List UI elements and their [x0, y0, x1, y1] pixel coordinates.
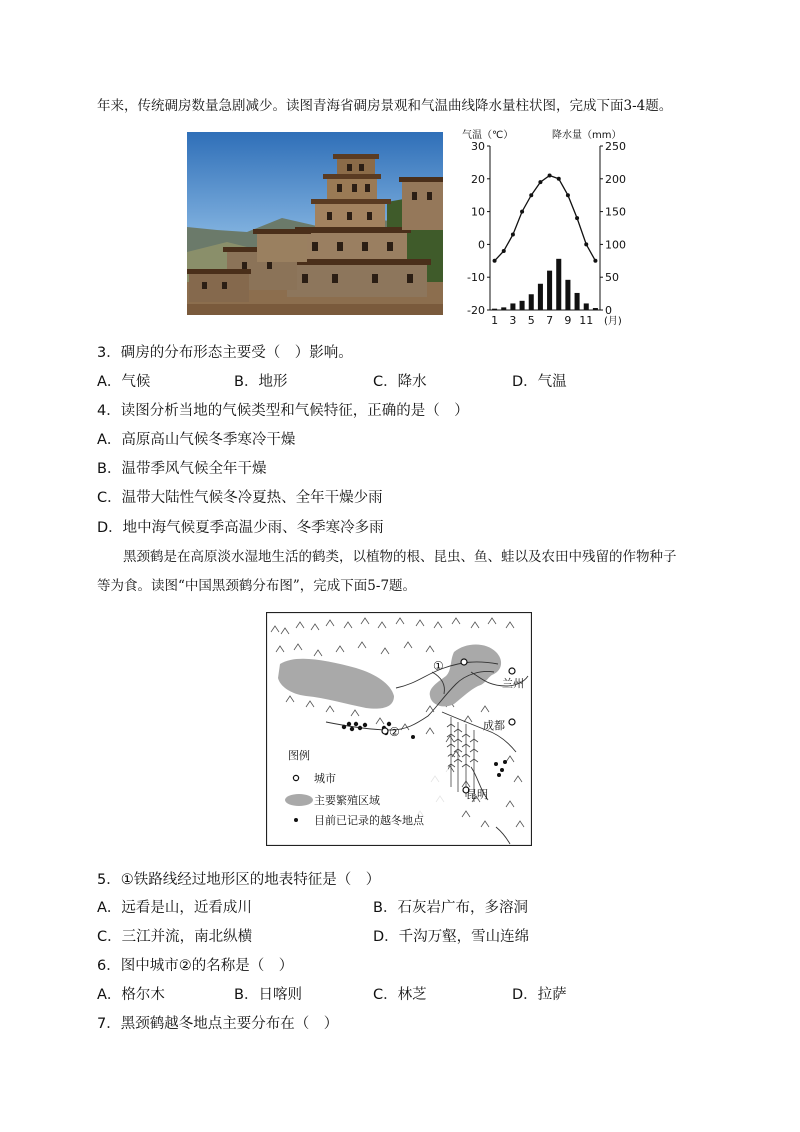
q6-option-b[interactable]: B．日喀则 — [234, 987, 302, 1003]
label-lanzhou: 兰州 — [502, 677, 524, 690]
q6-option-d[interactable]: D．拉萨 — [512, 987, 567, 1003]
q6-stem: 6．图中城市②的名称是（ ） — [97, 958, 294, 974]
label-city-2: ② — [389, 725, 400, 739]
precip-bar — [510, 303, 515, 310]
precip-bar — [501, 307, 506, 310]
x-tick-label: 9 — [564, 314, 572, 327]
legend-city-icon — [293, 775, 298, 780]
intro-text-2a: 黑颈鹤是在高原淡水湿地生活的鹤类，以植物的根、昆虫、鱼、蛙以及农田中残留的作物种子 — [123, 549, 677, 565]
q3-option-b[interactable]: B．地形 — [234, 374, 288, 390]
q3-option-c[interactable]: C．降水 — [373, 374, 427, 390]
temp-point — [548, 174, 552, 178]
intro-text-1: 年来，传统碉房数量急剧减少。读图青海省碉房景观和气温曲线降水量柱状图，完成下面3-4题。 — [97, 98, 673, 114]
q3-option-d[interactable]: D．气温 — [512, 374, 567, 390]
temp-point — [584, 242, 588, 246]
q4-option-c[interactable]: C．温带大陆性气候冬冷夏热、全年干燥少雨 — [97, 490, 383, 506]
temp-point — [557, 177, 561, 181]
y-right-tick-label: 150 — [605, 205, 626, 219]
precip-bar — [556, 259, 561, 310]
precip-bar — [538, 284, 543, 310]
precip-bar — [575, 293, 580, 310]
precip-bar — [492, 309, 497, 310]
label-railway-1: ① — [433, 659, 444, 673]
temp-point — [520, 210, 524, 214]
q5-option-d[interactable]: D．千沟万壑，雪山连绵 — [373, 929, 530, 945]
y-right-tick-label: 200 — [605, 172, 626, 186]
q5-option-b[interactable]: B．石灰岩广布，多溶洞 — [373, 900, 528, 916]
y-right-tick-label: 250 — [605, 140, 626, 153]
legend-breeding-label: 主要繁殖区域 — [314, 794, 380, 807]
temp-point — [575, 216, 579, 220]
x-tick-label: 5 — [527, 314, 535, 327]
legend-title: 图例 — [288, 749, 310, 762]
y-left-label: 气温（℃） — [462, 130, 514, 141]
y-left-tick-label: 20 — [471, 172, 485, 186]
precip-bar — [529, 294, 534, 310]
precip-bar — [593, 308, 598, 310]
q6-option-c[interactable]: C．林芝 — [373, 987, 427, 1003]
precip-bar — [520, 301, 525, 310]
precip-bar — [547, 271, 552, 310]
y-right-tick-label: 0 — [605, 304, 612, 317]
q4-option-b[interactable]: B．温带季风气候全年干燥 — [97, 461, 267, 477]
black-necked-crane-map — [266, 612, 532, 846]
x-tick-label: 1 — [491, 314, 499, 327]
q4-option-a[interactable]: A．高原高山气候冬季寒冷干燥 — [97, 432, 296, 448]
temp-point — [529, 193, 533, 197]
q3-option-a[interactable]: A．气候 — [97, 374, 151, 390]
q7-stem: 7．黑颈鹤越冬地点主要分布在（ ） — [97, 1016, 339, 1032]
q4-stem: 4．读图分析当地的气候类型和气候特征，正确的是（ ） — [97, 403, 469, 419]
q5-stem: 5．①铁路线经过地形区的地表特征是（ ） — [97, 872, 381, 888]
intro-text-2b: 等为食。读图“中国黑颈鹤分布图”，完成下面5-7题。 — [97, 578, 417, 594]
legend-city-label: 城市 — [314, 772, 336, 785]
x-unit-label: (月) — [604, 316, 622, 327]
y-left-tick-label: 10 — [471, 205, 485, 219]
y-right-tick-label: 50 — [605, 271, 619, 285]
y-right-tick-label: 100 — [605, 238, 626, 252]
label-chengdu: 成都 — [483, 719, 505, 732]
legend-wintering-icon — [294, 818, 298, 822]
diaofang-photo — [187, 132, 443, 315]
x-tick-label: 7 — [546, 314, 554, 327]
temp-point — [511, 233, 515, 237]
q4-option-d[interactable]: D．地中海气候夏季高温少雨、冬季寒冷多雨 — [97, 520, 384, 536]
q5-option-c[interactable]: C．三江并流，南北纵横 — [97, 929, 253, 945]
q3-stem: 3．碉房的分布形态主要受（ ）影响。 — [97, 345, 353, 361]
temp-point — [493, 259, 497, 263]
temp-line — [495, 176, 596, 261]
x-tick-label: 3 — [509, 314, 517, 327]
temp-point — [593, 259, 597, 263]
y-left-tick-label: -10 — [467, 271, 485, 285]
q6-option-a[interactable]: A．格尔木 — [97, 987, 165, 1003]
y-left-tick-label: -20 — [467, 304, 485, 317]
precip-bar — [565, 280, 570, 310]
temp-point — [538, 180, 542, 184]
legend-breeding-icon — [285, 794, 313, 806]
x-tick-label: 11 — [579, 314, 594, 327]
temp-point — [502, 249, 506, 253]
y-left-tick-label: 30 — [471, 140, 485, 153]
y-left-tick-label: 0 — [478, 238, 485, 252]
legend-wintering-label: 目前已记录的越冬地点 — [314, 814, 424, 827]
climate-chart — [452, 124, 632, 329]
temp-point — [566, 193, 570, 197]
y-right-label: 降水量（mm） — [552, 130, 622, 141]
label-kunming: 昆明 — [466, 788, 488, 801]
precip-bar — [584, 303, 589, 310]
q5-option-a[interactable]: A．远看是山，近看成川 — [97, 900, 252, 916]
